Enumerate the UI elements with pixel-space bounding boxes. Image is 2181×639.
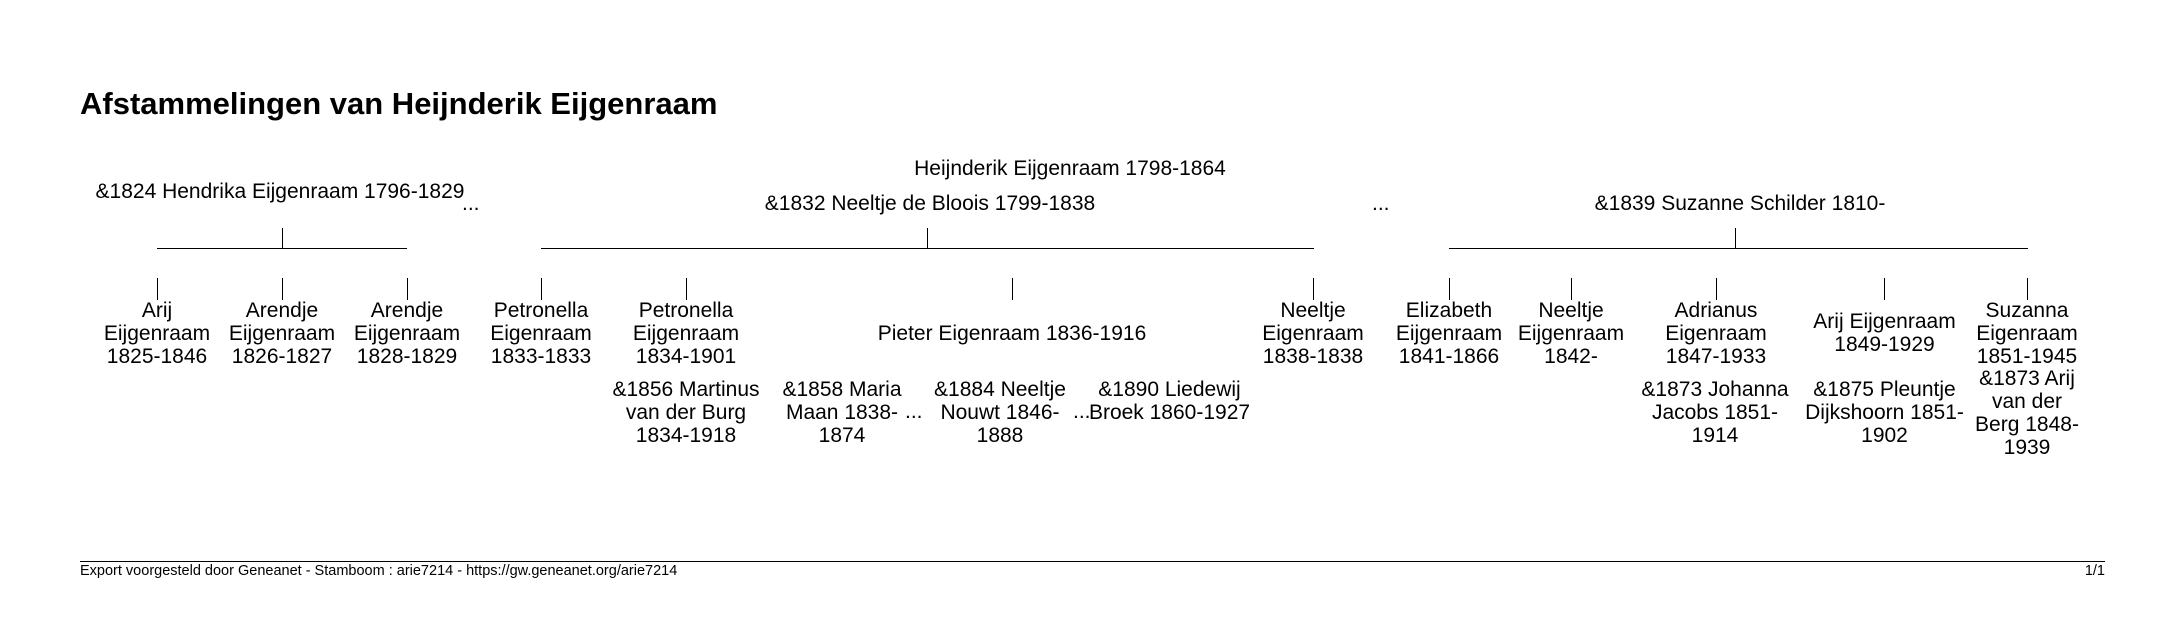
child-tick [1313,278,1314,300]
spouse-johanna: &1873 Johanna Jacobs 1851-1914 [1641,378,1789,447]
spouse-maria: &1858 Maria Maan 1838-1874 [782,378,902,447]
child-tick [407,278,408,300]
person-petronella-1: Petronella Eigenraam 1833-1833 [490,299,592,368]
person-neeltje-2: Neeltje Eijgenraam 1842- [1517,299,1625,368]
footer-page-number: 1/1 [2084,563,2105,579]
root-person: Heijnderik Eijgenraam 1798-1864 [914,157,1226,180]
ellipsis-2: ... [1372,192,1390,215]
person-neeltje-1: Neeltje Eigenraam 1838-1838 [1262,299,1364,368]
footer-rule [80,561,2105,562]
child-tick [1884,278,1885,300]
spouse-maria-ellipsis: ... [905,400,923,423]
child-tick [1571,278,1572,300]
child-tick [157,278,158,300]
marriage-2-bar [541,248,1314,249]
marriage-3-label: &1839 Suzanne Schilder 1810- [1594,192,1886,215]
spouse-liedewij: &1890 Liedewij Broek 1860-1927 [1088,378,1251,424]
spouse-martinus: &1856 Martinus van der Burg 1834-1918 [612,378,760,447]
person-arij-2: Arij Eijgenraam 1849-1929 [1813,310,1956,356]
person-arij: Arij Eijgenraam 1825-1846 [103,299,211,368]
marriage-1-stem [282,228,283,248]
child-tick [282,278,283,300]
child-tick [541,278,542,300]
child-tick [1716,278,1717,300]
person-adrianus: Adrianus Eigenraam 1847-1933 [1665,299,1767,368]
spouse-nouwt-ellipsis: ... [1073,400,1091,423]
marriage-1-bar [157,248,407,249]
person-arendje-2: Arendje Eijgenraam 1828-1829 [353,299,461,368]
child-tick [2027,278,2028,300]
person-elizabeth: Elizabeth Eijgenraam 1841-1866 [1395,299,1503,368]
person-petronella-2: Petronella Eijgenraam 1834-1901 [632,299,740,368]
marriage-2-label: &1832 Neeltje de Bloois 1799-1838 [764,192,1096,215]
person-arendje-1: Arendje Eijgenraam 1826-1827 [228,299,336,368]
child-tick [1012,278,1013,300]
marriage-2-stem [927,228,928,248]
footer-export-text: Export voorgesteld door Geneanet - Stamboom : arie7214 - https://gw.geneanet.org/arie7214 [80,563,678,579]
person-pieter: Pieter Eigenraam 1836-1916 [877,322,1147,345]
page-title: Afstammelingen van Heijnderik Eijgenraam [80,86,718,121]
spouse-pleuntje: &1875 Pleuntje Dijkshoorn 1851-1902 [1805,378,1964,447]
child-tick [1449,278,1450,300]
marriage-1-label: &1824 Hendrika Eijgenraam 1796-1829 [95,180,465,203]
child-tick [686,278,687,300]
marriage-3-bar [1449,248,2028,249]
spouse-arij-van-der-berg: &1873 Arij van der Berg 1848-1939 [1975,367,2079,459]
ellipsis-1: ... [462,192,480,215]
marriage-3-stem [1735,228,1736,248]
spouse-neeltje-nouwt: &1884 Neeltje Nouwt 1846-1888 [934,378,1066,447]
person-suzanna: Suzanna Eigenraam 1851-1945 [1976,299,2078,368]
